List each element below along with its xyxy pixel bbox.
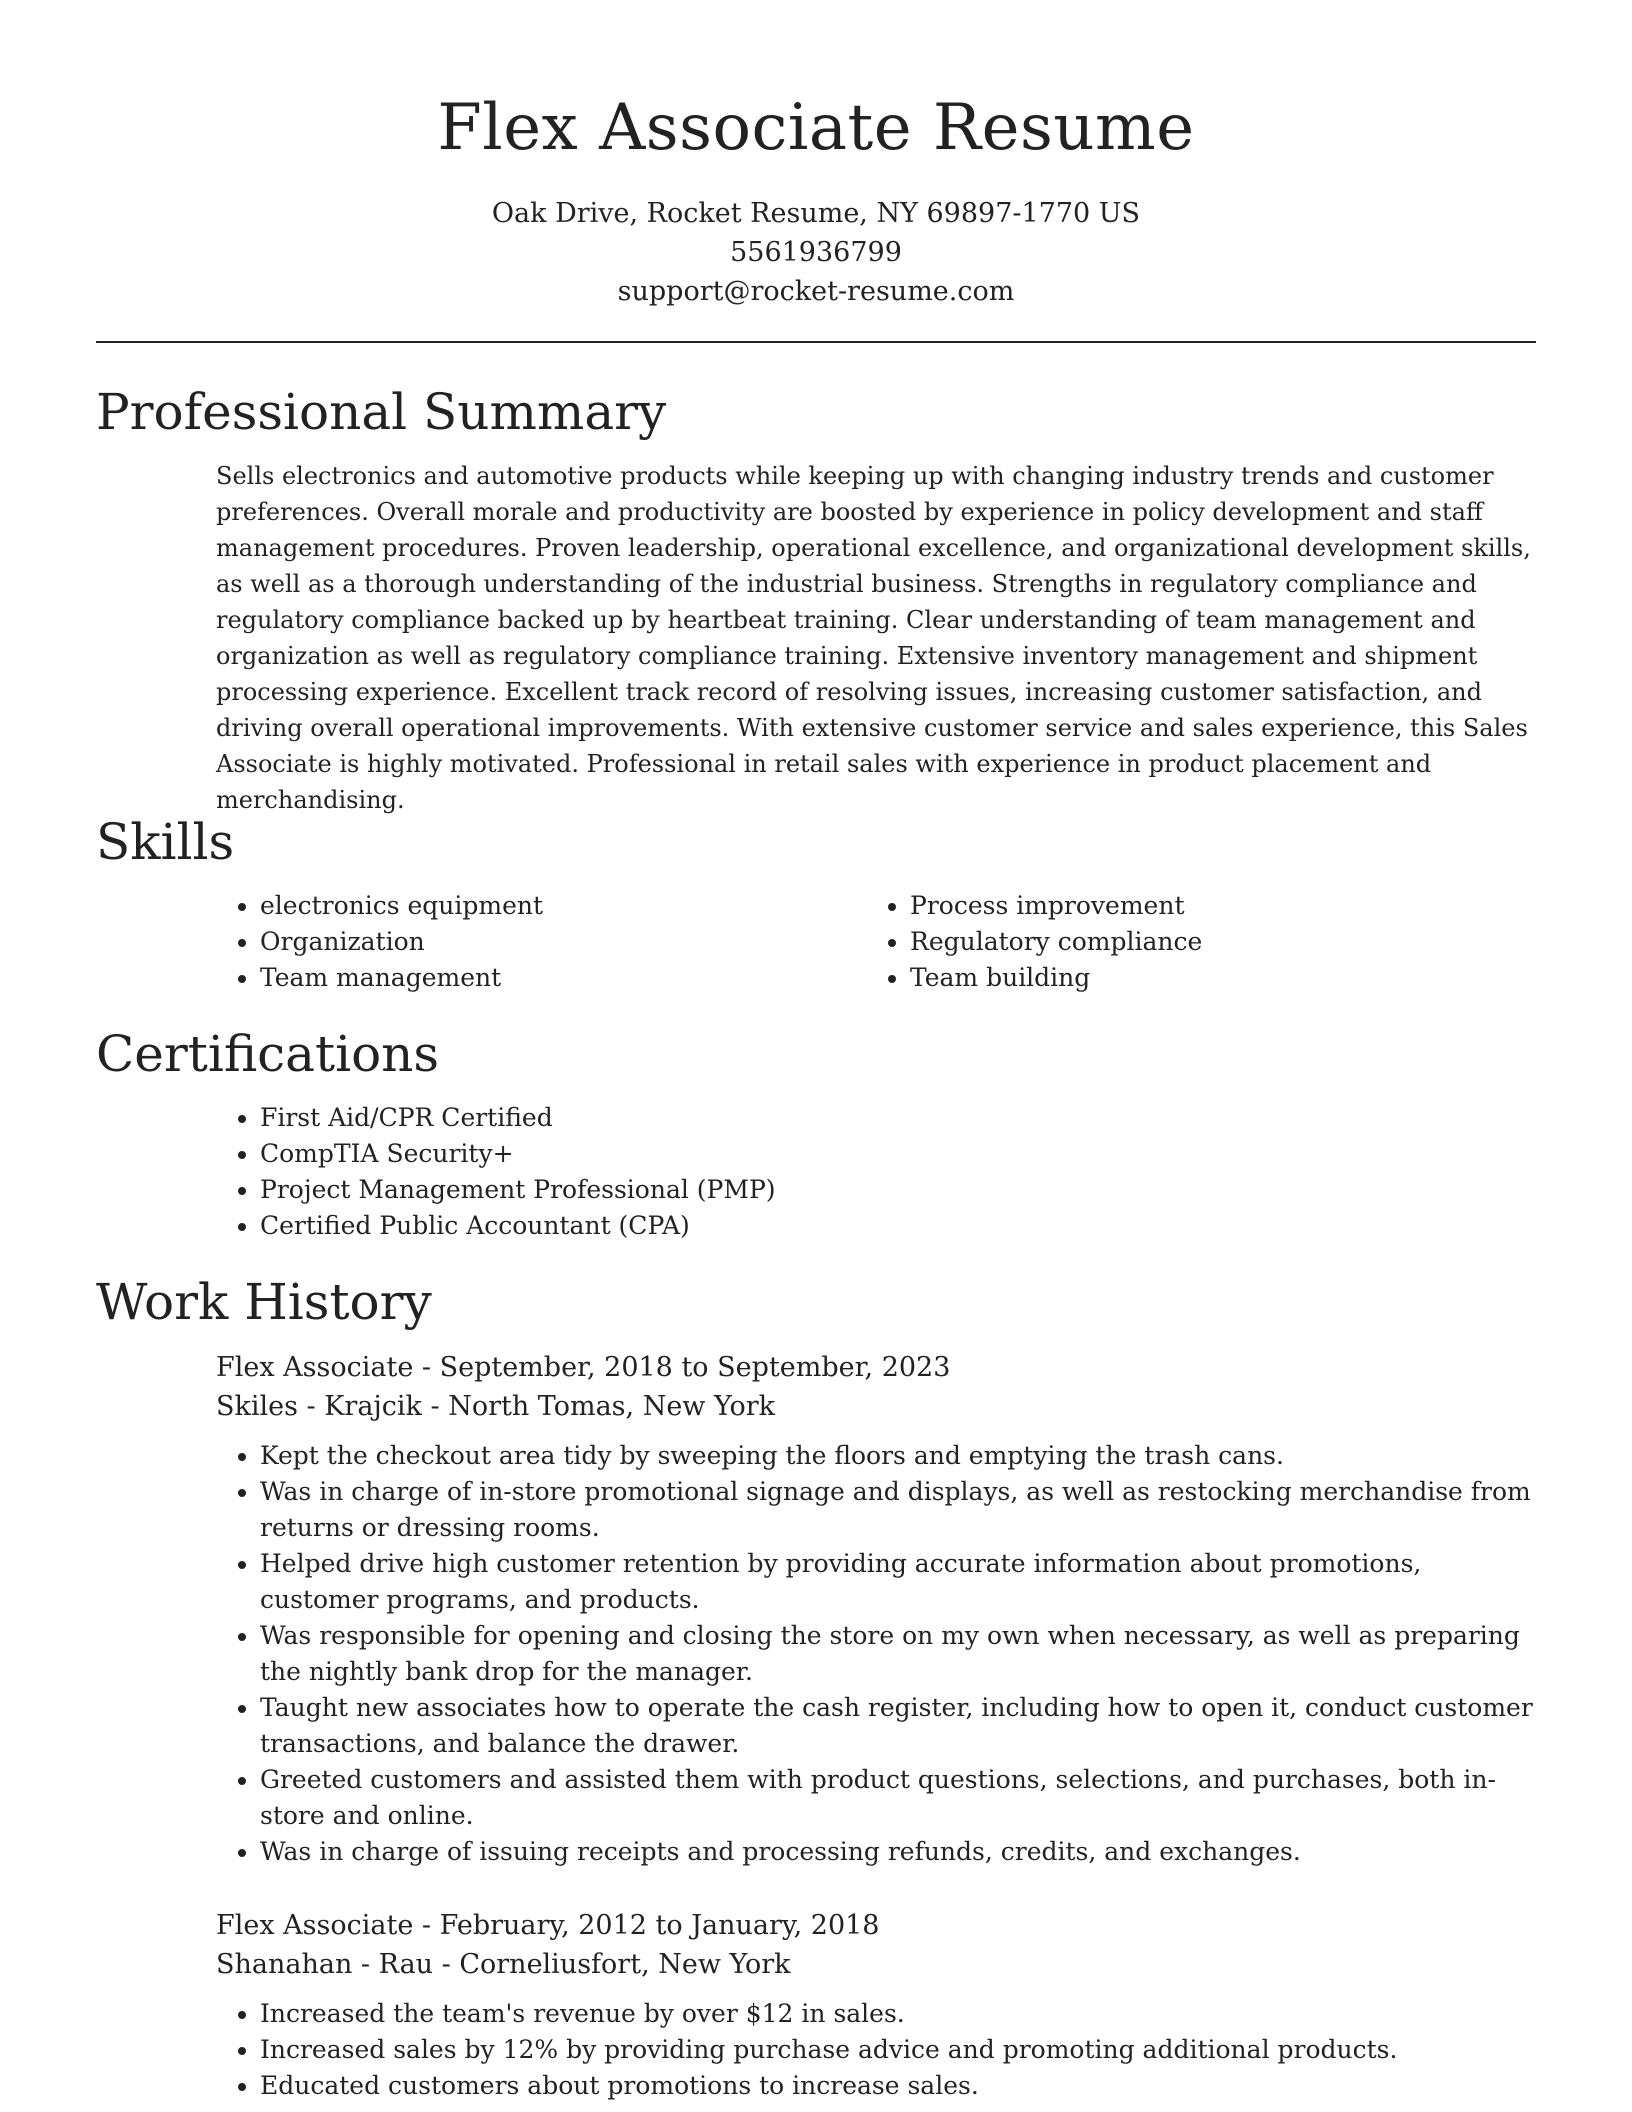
job-company: Skiles - Krajcik - North Tomas, New York bbox=[216, 1391, 775, 1422]
skills-grid bbox=[216, 888, 1536, 996]
job-bullet: • Increased sales by 12% by providing purchase advice and promoting additional products. bbox=[260, 2032, 1536, 2068]
work-history-heading: Work History bbox=[96, 1273, 432, 1331]
certification-item: • First Aid/CPR Certified bbox=[260, 1100, 1536, 1136]
skill-item: • Regulatory compliance bbox=[910, 924, 1516, 960]
job-bullet: • Was in charge of in-store promotional signage and displays, as well as restocking merchandise from returns or dressing rooms. bbox=[260, 1474, 1536, 1546]
job-bullet: • Greeted customers and assisted them with product questions, selections, and purchases, both in-store and online. bbox=[260, 1762, 1536, 1834]
contact-email: support@rocket-resume.com bbox=[617, 276, 1015, 307]
resume-title: Flex Associate Resume bbox=[437, 91, 1195, 165]
job-bullet-list bbox=[216, 1996, 1536, 2104]
job-bullet-list bbox=[216, 1438, 1536, 1870]
job-bullet: • Helped drive high customer retention by providing accurate information about promotions, customer programs, and products. bbox=[260, 1546, 1536, 1618]
skills-column-left bbox=[216, 888, 866, 996]
job-entry bbox=[216, 1906, 1536, 2104]
summary-text: Sells electronics and automotive products while keeping up with changing industry trends and customer preferences. Overall morale and productivity are boosted by experience in policy development and staff management procedures. Proven leadership, operational excellence, and organizational development skills, as well as a thorough understanding of the industrial business. Strengths in regulatory compliance and regulatory compliance backed up by heartbeat training. Clear understanding of team management and organization as well as regulatory compliance training. Extensive inventory management and shipment processing experience. Excellent track record of resolving issues, increasing customer satisfaction, and driving overall operational improvements. With extensive customer service and sales experience, this Sales Associate is highly motivated. Professional in retail sales with experience in product placement and merchandising. bbox=[216, 462, 1531, 814]
contact-address: Oak Drive, Rocket Resume, NY 69897-1770 US bbox=[491, 198, 1141, 229]
certifications-list bbox=[216, 1100, 1536, 1244]
skills-heading: Skills bbox=[96, 813, 235, 871]
contact-block bbox=[0, 194, 1632, 311]
job-bullet: • Was in charge of issuing receipts and processing refunds, credits, and exchanges. bbox=[260, 1834, 1536, 1870]
header-divider bbox=[96, 341, 1536, 343]
work-history-section bbox=[96, 1270, 1536, 2104]
skill-item: • electronics equipment bbox=[260, 888, 866, 924]
skills-section bbox=[96, 810, 1536, 996]
job-bullet: • Was responsible for opening and closing the store on my own when necessary, as well as preparing the nightly bank drop for the manager. bbox=[260, 1618, 1536, 1690]
certification-item: • CompTIA Security+ bbox=[260, 1136, 1536, 1172]
certifications-section bbox=[96, 1022, 1536, 1244]
job-bullet: • Taught new associates how to operate the cash register, including how to open it, conduct customer transactions, and balance the drawer. bbox=[260, 1690, 1536, 1762]
resume-header bbox=[0, 0, 1632, 311]
summary-heading: Professional Summary bbox=[96, 383, 667, 441]
summary-section bbox=[96, 380, 1536, 818]
skill-item: • Organization bbox=[260, 924, 866, 960]
skill-item: • Team management bbox=[260, 960, 866, 996]
job-bullet: • Educated customers about promotions to increase sales. bbox=[260, 2068, 1536, 2104]
job-bullet: • Kept the checkout area tidy by sweeping the floors and emptying the trash cans. bbox=[260, 1438, 1536, 1474]
job-title: Flex Associate - September, 2018 to September, 2023 bbox=[216, 1352, 951, 1383]
job-title: Flex Associate - February, 2012 to January, 2018 bbox=[216, 1910, 880, 1941]
contact-phone: 5561936799 bbox=[730, 237, 902, 268]
certification-item: • Certified Public Accountant (CPA) bbox=[260, 1208, 1536, 1244]
skills-column-right bbox=[866, 888, 1516, 996]
skill-item: • Team building bbox=[910, 960, 1516, 996]
job-entry bbox=[216, 1348, 1536, 1870]
job-company: Shanahan - Rau - Corneliusfort, New York bbox=[216, 1949, 791, 1980]
skill-item: • Process improvement bbox=[910, 888, 1516, 924]
job-bullet: • Increased the team's revenue by over $12 in sales. bbox=[260, 1996, 1536, 2032]
certifications-heading: Certifications bbox=[96, 1025, 440, 1083]
certification-item: • Project Management Professional (PMP) bbox=[260, 1172, 1536, 1208]
